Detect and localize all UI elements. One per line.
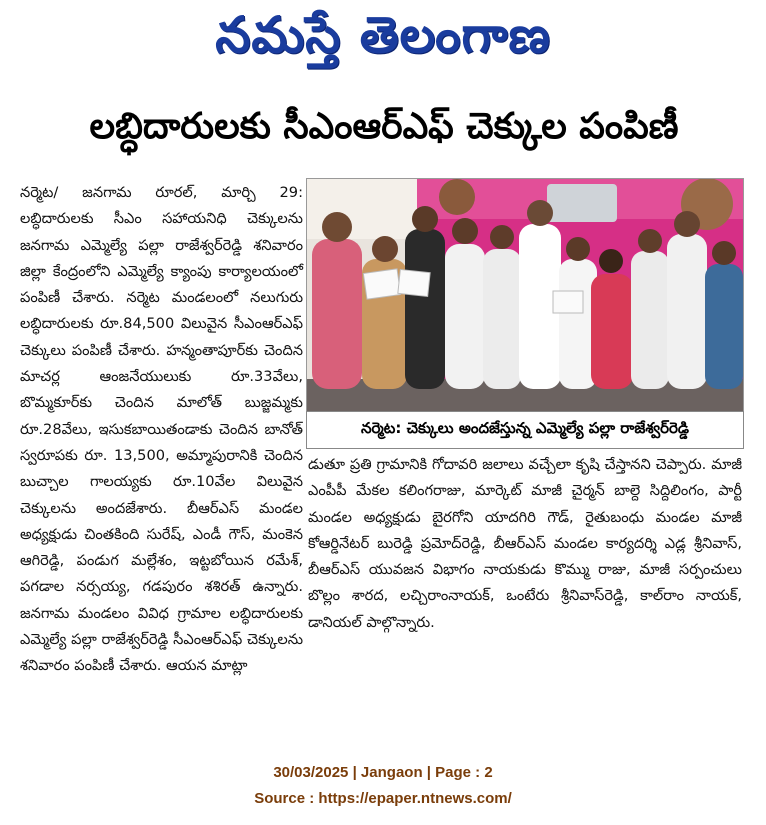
article-column-left (20, 180, 303, 680)
photo-caption: నర్మెట: చెక్కులు అందజేస్తున్న ఎమ్మెల్యే పల్లా రాజేశ్వర్‌రెడ్డి (306, 411, 744, 449)
article-body-right: డుతూ ప్రతి గ్రామానికి గోదావరి జలాలు వచ్చేలా కృషి చేస్తానని చెప్పారు. మాజీ ఎంపీపీ మేకల కలింగరాజు, మార్కెట్‌ మాజీ చైర్మన్‌ బాల్దె సిద్దిలింగం, పార్టీ మండల అధ్యక్షుడు బైరగోని యాదగిరి గౌడ్‌, రైతుబంధు మండల మాజీ కోఆర్డినేటర్‌ బురెడ్డి ప్రమోద్‌రెడ్డి, బీఆర్‌ఎస్‌ మండల కార్యదర్శి ఎడ్ల శ్రీనివాస్‌, బీఆర్‌ఎస్‌ యువజన విభాగం నాయకుడు కొమ్ము రాజు, మాజీ సర్పంచులు బొల్లం శారద, లచ్చిరాంనాయక్‌, ఒంటేరు శ్రీనివాస్‌రెడ్డి, కాల్‌రాం నాయక్‌, డానియల్‌ పాల్గొన్నారు. (308, 456, 742, 631)
footer-meta: 30/03/2025 | Jangaon | Page : 2 (273, 764, 493, 781)
masthead (0, 0, 766, 82)
article-column-right (308, 452, 742, 636)
footer-source: Source : https://epaper.ntnews.com/ (254, 790, 512, 807)
photo-image (307, 179, 743, 411)
article-photo (306, 178, 744, 412)
clipping-footer (0, 760, 766, 812)
article-body-left: నర్మెట/ జనగామ రూరల్‌, మార్చి 29: లబ్ధిదారులకు సీఎం సహాయనిధి చెక్కులను జనగామ ఎమ్మెల్యే పల్లా రాజేశ్వర్‌రెడ్డి శనివారం జిల్లా కేంద్రంలోని ఎమ్మెల్యే క్యాంపు కార్యాలయంలో పంపిణీ చేశారు. నర్మెట మండలంలో నలుగురు లబ్ధిదారులకు రూ.84,500 విలువైన సీఎంఆర్‌ఎఫ్‌ చెక్కులు పంపిణీ చేశారు. హన్మంతాపూర్‌కు చెందిన మాచర్ల ఆంజనేయులుకు రూ.33వేలు, బొమ్మకూర్‌కు చెందిన మాలోత్‌ బుజ్జమ్మకు రూ.28వేలు, ఇసుకబాయితండాకు చెందిన బానోత్‌ స్వరూపకు రూ. 13,500, అమ్మాపురానికి చెందిన బుచ్చాల గాలయ్యకు రూ.10వేల విలువైన చెక్కులను అందజేశారు. బీఆర్‌ఎస్‌ మండల అధ్యక్షుడు చింతకింది సురేష్‌, ఎండీ గౌస్‌, మంకెన ఆగిరెడ్డి, పండుగ మల్లేశం, ఇట్టబోయిన రమేశ్‌, పగడాల నర్సయ్య, గడపురం శశిరత్‌ ఉన్నారు. జనగామ మండలం వివిధ గ్రామాల లబ్ధిదారులకు ఎమ్మెల్యే పల్లా రాజేశ్వర్‌రెడ్డి సీఎంఆర్‌ఎఫ్‌ చెక్కులను శనివారం పంపిణీ చేశారు. ఆయన మాట్లా (20, 184, 303, 675)
article-headline: లబ్ధిదారులకు సీఎంఆర్‌ఎఫ్‌ చెక్కుల పంపిణీ (89, 106, 679, 147)
newspaper-logo: నమస్తే తెలంగాణ (215, 5, 551, 64)
